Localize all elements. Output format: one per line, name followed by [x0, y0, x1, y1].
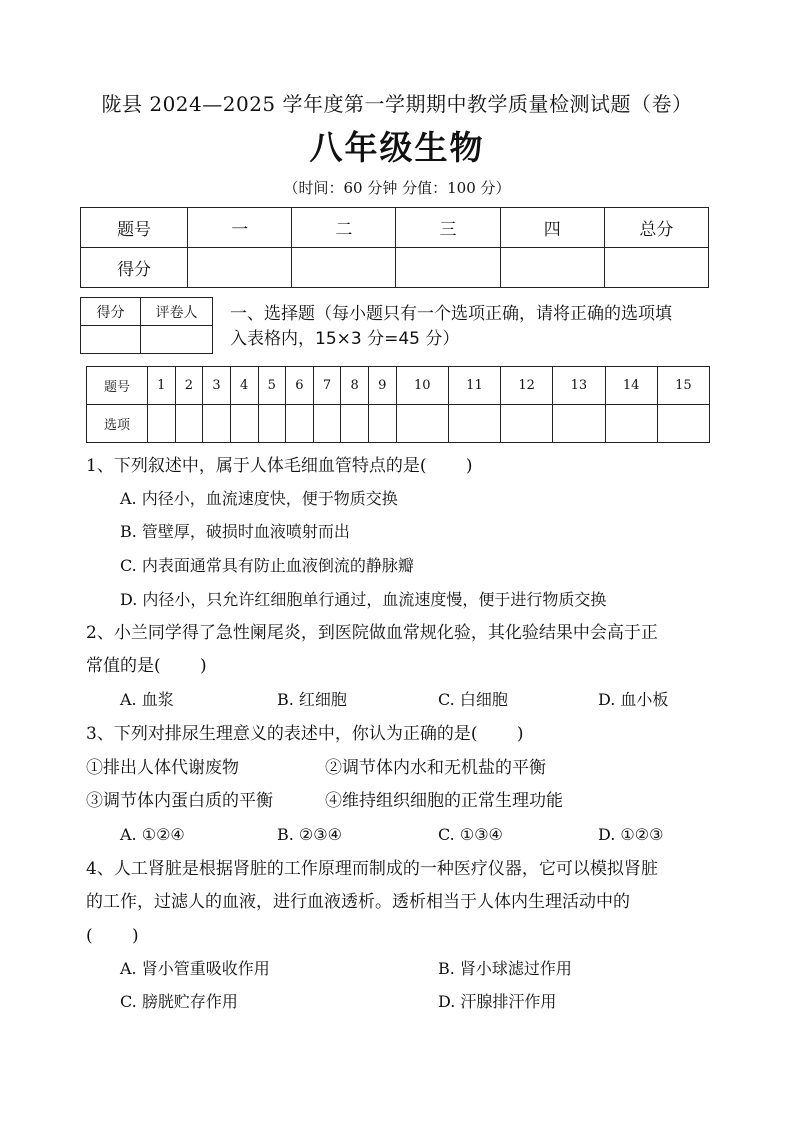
answer-cell [553, 405, 605, 443]
grader-score-cell [81, 326, 141, 354]
question-number-cell: 12 [501, 367, 553, 405]
table-header-cell: 总分 [604, 208, 708, 248]
option-a: A. ①②④ [120, 825, 185, 844]
score-cell [292, 248, 396, 288]
table-row [87, 367, 710, 405]
answer-cell [501, 405, 553, 443]
question-number-cell: 11 [448, 367, 500, 405]
grader-name-cell [141, 326, 213, 354]
option-d: D. 内径小，只允许红细胞单行通过，血流速度慢，便于进行物质交换 [120, 590, 607, 609]
table-row [81, 208, 709, 248]
question-stem: 4、人工肾脏是根据肾脏的工作原理而制成的一种医疗仪器，它可以模拟肾脏 [86, 859, 658, 879]
answer-cell [657, 405, 709, 443]
answer-table [86, 366, 710, 443]
score-cell [500, 248, 604, 288]
table-row [87, 405, 710, 443]
question-number-cell: 8 [341, 367, 369, 405]
question-number-cell: 13 [553, 367, 605, 405]
table-header-cell: 一 [188, 208, 292, 248]
question-stem-continued: ( ) [86, 926, 139, 946]
answer-cell [230, 405, 258, 443]
answer-cell [175, 405, 203, 443]
statement-4: ④维持组织细胞的正常生理功能 [325, 791, 563, 811]
grader-name-label: 评卷人 [141, 298, 213, 326]
answer-cell [203, 405, 231, 443]
grader-score-label: 得分 [81, 298, 141, 326]
question-number-cell: 1 [148, 367, 176, 405]
answer-cell [448, 405, 500, 443]
option-c: C. 白细胞 [438, 690, 508, 709]
question-stem: 3、下列对排尿生理意义的表述中，你认为正确的是( ) [86, 724, 524, 744]
question-number-cell: 5 [258, 367, 286, 405]
option-b: B. ②③④ [277, 825, 342, 844]
question-stem: 2、小兰同学得了急性阑尾炎，到医院做血常规化验，其化验结果中会高于正 [86, 623, 658, 643]
question-stem-continued: 的工作，过滤人的血液，进行血液透析。透析相当于人体内生理活动中的 [86, 892, 630, 912]
question-stem: 1、下列叙述中，属于人体毛细血管特点的是( ) [86, 456, 473, 476]
option-a: A. 肾小管重吸收作用 [120, 959, 270, 978]
option-a: A. 内径小，血流速度快，便于物质交换 [120, 489, 398, 508]
statement-1: ①排出人体代谢废物 [86, 758, 239, 778]
section-title [230, 302, 720, 352]
option-c: C. 膀胱贮存作用 [120, 992, 238, 1011]
answer-cell [313, 405, 341, 443]
table-header-cell: 四 [500, 208, 604, 248]
table-header-cell: 三 [396, 208, 500, 248]
score-cell [188, 248, 292, 288]
score-summary-table [80, 207, 709, 288]
option-d: D. 血小板 [598, 690, 669, 709]
time-score-info: （时间：60 分钟 分值：100 分） [283, 179, 511, 197]
question-number-cell: 2 [175, 367, 203, 405]
option-b: B. 红细胞 [277, 690, 347, 709]
table-row-label: 选项 [87, 405, 148, 443]
question-stem-continued: 常值的是( ) [86, 656, 207, 676]
question-number-cell: 10 [396, 367, 448, 405]
score-cell [396, 248, 500, 288]
question-number-cell: 9 [369, 367, 397, 405]
table-header-cell: 二 [292, 208, 396, 248]
section-title-line: 一、选择题（每小题只有一个选项正确，请将正确的选项填 [230, 304, 672, 324]
subject-title: 八年级生物 [309, 128, 485, 167]
table-row [81, 248, 709, 288]
question-number-cell: 14 [605, 367, 657, 405]
question-number-cell: 3 [203, 367, 231, 405]
answer-cell [341, 405, 369, 443]
table-row [81, 298, 213, 326]
statement-2: ②调节体内水和无机盐的平衡 [325, 758, 546, 778]
grader-table [80, 297, 213, 354]
table-row [81, 326, 213, 354]
answer-cell [148, 405, 176, 443]
answer-cell [605, 405, 657, 443]
question-number-cell: 15 [657, 367, 709, 405]
statement-3: ③调节体内蛋白质的平衡 [86, 791, 273, 811]
question-number-cell: 7 [313, 367, 341, 405]
answer-cell [396, 405, 448, 443]
exam-title: 陇县 2024—2025 学年度第一学期期中教学质量检测试题（卷） [101, 92, 693, 116]
answer-cell [258, 405, 286, 443]
option-a: A. 血浆 [120, 690, 174, 709]
table-row-label: 得分 [81, 248, 188, 288]
question-number-cell: 4 [230, 367, 258, 405]
option-c: C. ①③④ [438, 825, 503, 844]
answer-cell [286, 405, 314, 443]
score-cell [604, 248, 708, 288]
answer-cell [369, 405, 397, 443]
option-b: B. 管壁厚，破损时血液喷射而出 [120, 522, 350, 541]
option-d: D. 汗腺排汗作用 [438, 992, 557, 1011]
option-d: D. ①②③ [598, 825, 664, 844]
question-number-cell: 6 [286, 367, 314, 405]
section-title-line: 入表格内，15×3 分=45 分） [230, 329, 460, 349]
table-header-cell: 题号 [87, 367, 148, 405]
option-c: C. 内表面通常具有防止血液倒流的静脉瓣 [120, 556, 414, 575]
option-b: B. 肾小球滤过作用 [438, 959, 572, 978]
table-header-cell: 题号 [81, 208, 188, 248]
